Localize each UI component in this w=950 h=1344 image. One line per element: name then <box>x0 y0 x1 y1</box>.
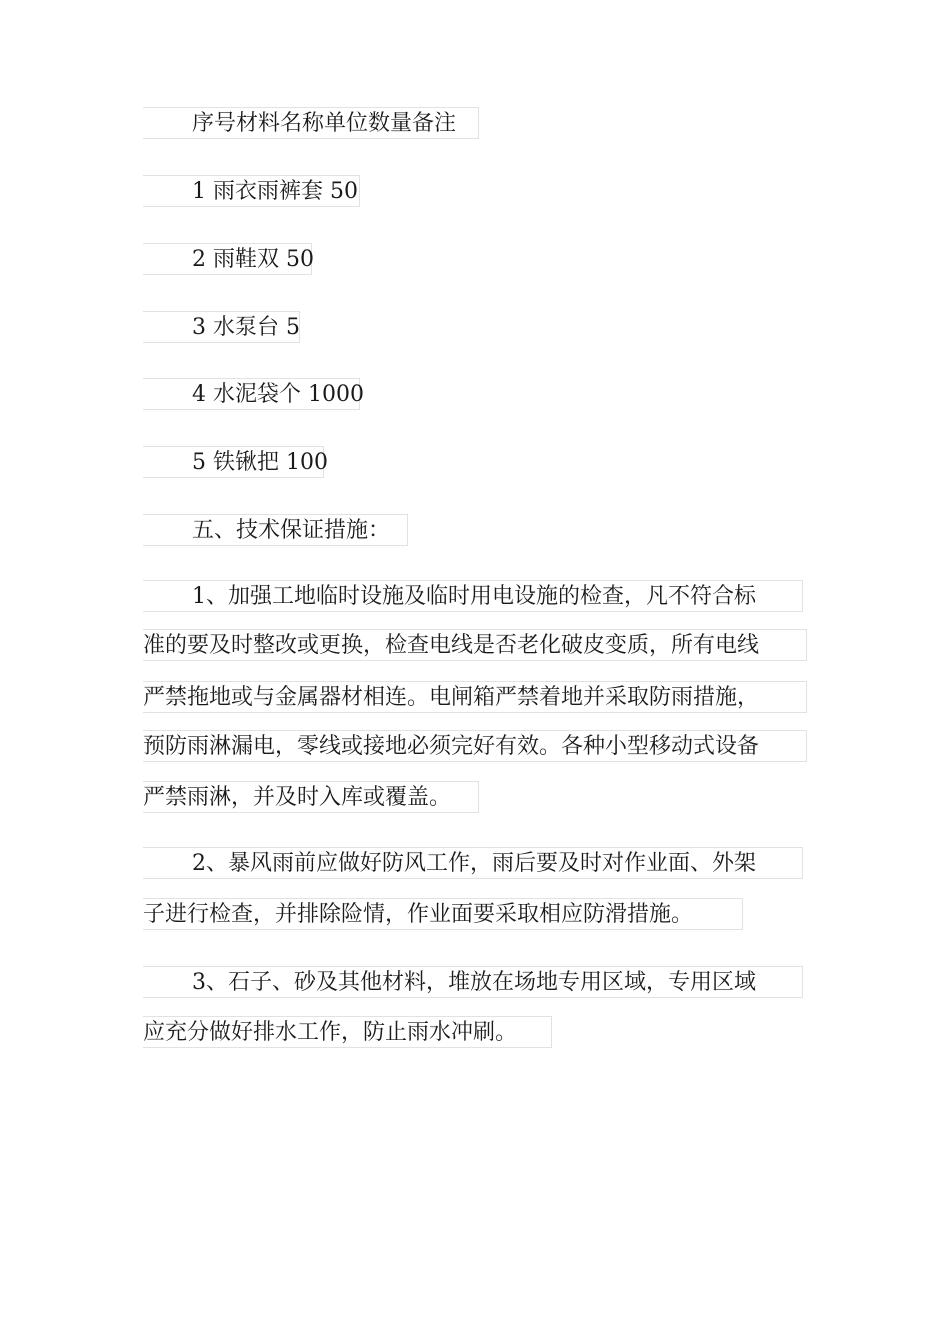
paragraph-1-line-3: 严禁拖地或与金属器材相连。电闸箱严禁着地并采取防雨措施， <box>143 681 807 713</box>
paragraph-1-line-2: 准的要及时整改或更换，检查电线是否老化破皮变质，所有电线 <box>143 629 807 661</box>
paragraph-3-line-2: 应充分做好排水工作，防止雨水冲刷。 <box>143 1016 552 1048</box>
paragraph-1-line-1: 1、加强工地临时设施及临时用电设施的检查，凡不符合标 <box>143 580 803 612</box>
paragraph-3-line-1: 3、石子、砂及其他材料，堆放在场地专用区域，专用区域 <box>143 966 803 998</box>
section-heading: 五、技术保证措施： <box>143 514 408 546</box>
paragraph-2-line-1: 2、暴风雨前应做好防风工作，雨后要及时对作业面、外架 <box>143 847 803 879</box>
paragraph-1-line-5: 严禁雨淋，并及时入库或覆盖。 <box>143 781 479 813</box>
paragraph-1-line-4: 预防雨淋漏电，零线或接地必须完好有效。各种小型移动式设备 <box>143 730 807 762</box>
table-row: 4 水泥袋个 1000 <box>143 378 360 410</box>
table-row: 2 雨鞋双 50 <box>143 243 312 275</box>
table-row: 1 雨衣雨裤套 50 <box>143 175 360 207</box>
table-header-line: 序号材料名称单位数量备注 <box>143 107 479 139</box>
table-row: 5 铁锹把 100 <box>143 446 324 478</box>
paragraph-2-line-2: 子进行检查，并排除险情，作业面要采取相应防滑措施。 <box>143 898 743 930</box>
table-row: 3 水泵台 5 <box>143 311 300 343</box>
